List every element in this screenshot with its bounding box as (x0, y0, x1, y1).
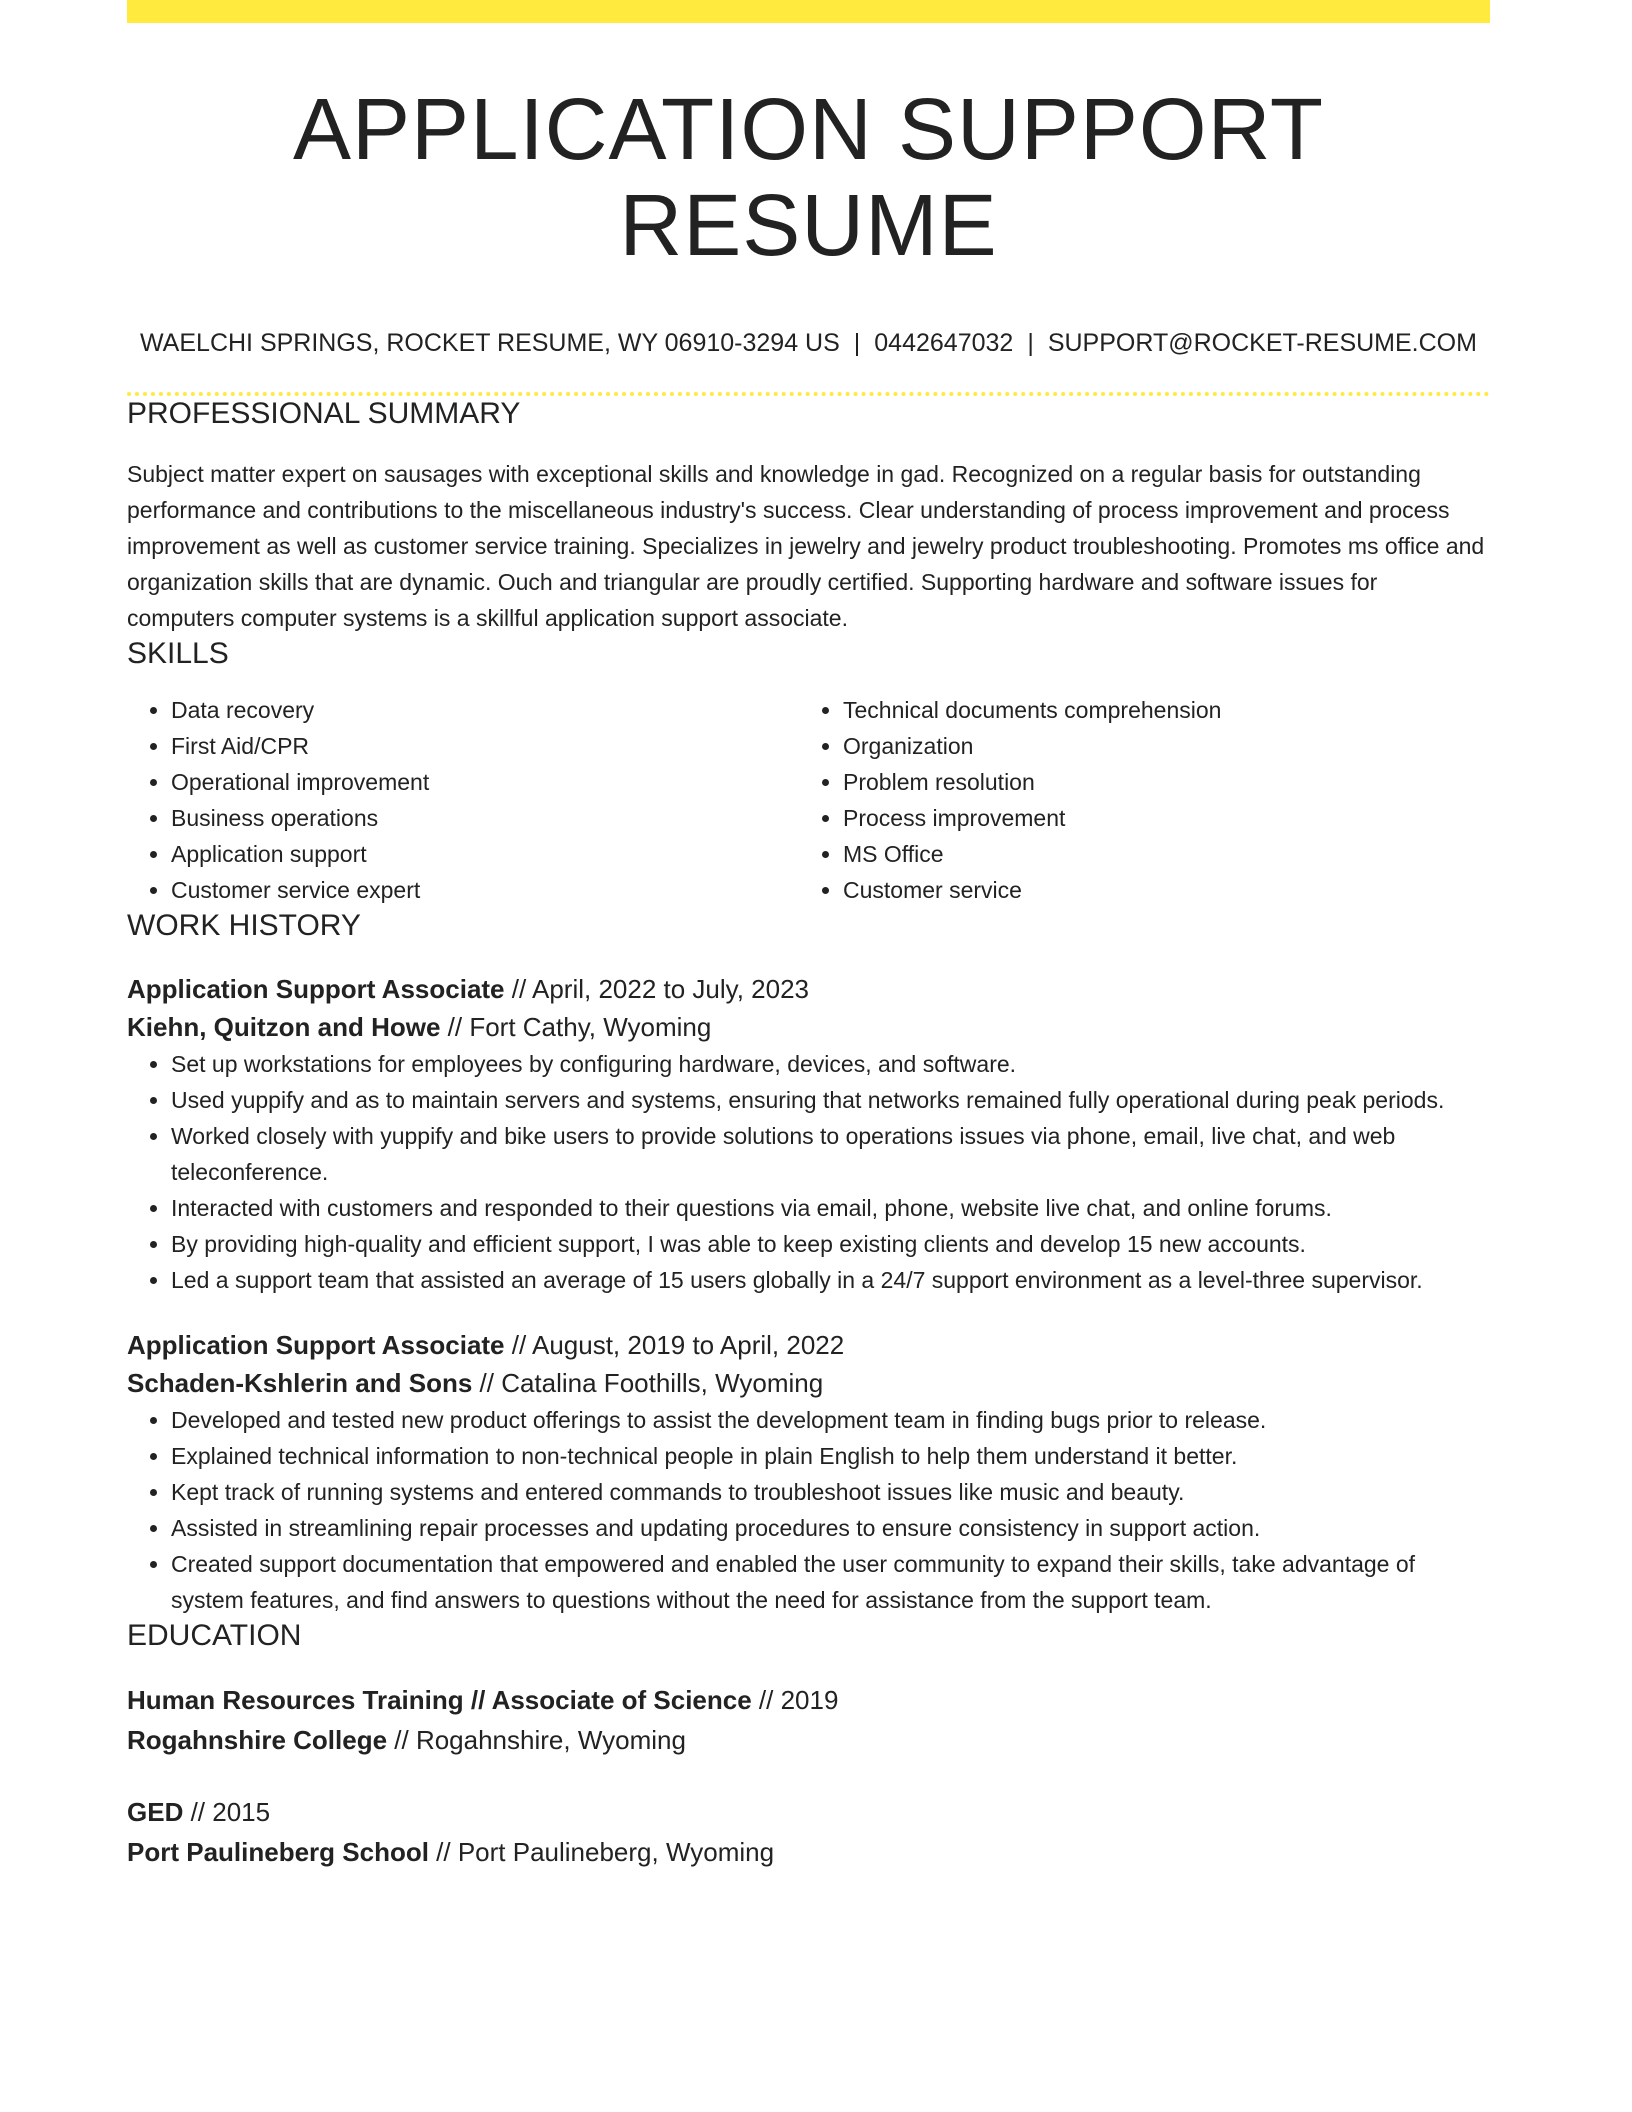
skill-item: • Customer service (843, 872, 1471, 908)
job-title: Application Support Associate (127, 1330, 505, 1361)
job-bullet-list (127, 1402, 1490, 1618)
education-degree-line (127, 1792, 1490, 1832)
contact-address: WAELCHI SPRINGS, ROCKET RESUME, WY 06910-3294 US (140, 329, 840, 358)
education-degree: Human Resources Training // Associate of Science (127, 1685, 752, 1716)
skill-item: • Organization (843, 728, 1471, 764)
skill-item: • Application support (171, 836, 799, 872)
contact-separator: | (1027, 329, 1034, 358)
work-history-heading: WORK HISTORY (127, 909, 361, 943)
education-degree-line (127, 1680, 1490, 1720)
job-title: Application Support Associate (127, 974, 505, 1005)
job-bullet: • Explained technical information to non-technical people in plain English to help them understand it better. (171, 1438, 1490, 1474)
skills-grid (127, 692, 1490, 908)
education-school: Port Paulineberg School (127, 1837, 429, 1868)
skill-item: • Technical documents comprehension (843, 692, 1471, 728)
education-school: Rogahnshire College (127, 1725, 388, 1756)
job-dates: // April, 2022 to July, 2023 (504, 974, 810, 1005)
job-bullet: • Led a support team that assisted an average of 15 users globally in a 24/7 support environment as a level-three supervisor. (171, 1262, 1490, 1298)
resume-page (127, 0, 1490, 1872)
skill-item: • MS Office (843, 836, 1471, 872)
contact-email: SUPPORT@ROCKET-RESUME.COM (1047, 329, 1477, 358)
job-bullet: • Used yuppify and as to maintain servers and systems, ensuring that networks remained fully operational during peak periods. (171, 1082, 1490, 1118)
skills-column-right (799, 692, 1471, 908)
contact-phone: 0442647032 (874, 329, 1014, 358)
education-year: // 2019 (751, 1685, 839, 1716)
job-bullet: • Worked closely with yuppify and bike users to provide solutions to operations issues via phone, email, live chat, and web teleconference. (171, 1118, 1490, 1190)
skill-item: • Data recovery (171, 692, 799, 728)
job-location: // Fort Cathy, Wyoming (440, 1012, 712, 1043)
job-bullet-list (127, 1046, 1490, 1298)
skill-item: • Operational improvement (171, 764, 799, 800)
job-bullet: • Interacted with customers and responded to their questions via email, phone, website live chat, and online forums. (171, 1190, 1490, 1226)
skills-column-left (127, 692, 799, 908)
skill-item: • Problem resolution (843, 764, 1471, 800)
job-bullet: • Assisted in streamlining repair processes and updating procedures to ensure consistency in support action. (171, 1510, 1490, 1546)
job-title-line (127, 1326, 1490, 1364)
education-year: // 2015 (183, 1797, 271, 1828)
job-company: Kiehn, Quitzon and Howe (127, 1012, 441, 1043)
job-bullet: • Developed and tested new product offerings to assist the development team in finding bugs prior to release. (171, 1402, 1490, 1438)
summary-heading: PROFESSIONAL SUMMARY (127, 397, 521, 431)
skill-item: • First Aid/CPR (171, 728, 799, 764)
education-school-line (127, 1720, 1490, 1760)
top-accent-bar (127, 0, 1490, 23)
job-company-line (127, 1008, 1490, 1046)
resume-title: APPLICATION SUPPORT RESUME (292, 81, 1324, 274)
job-bullet: • Set up workstations for employees by configuring hardware, devices, and software. (171, 1046, 1490, 1082)
job-bullet: • Created support documentation that empowered and enabled the user community to expand their skills, take advantage of system features, and find answers to questions without the need for assistance from the support team. (171, 1546, 1490, 1618)
job-company: Schaden-Kshlerin and Sons (127, 1368, 473, 1399)
education-entry (127, 1680, 1490, 1760)
job-bullet: • Kept track of running systems and entered commands to troubleshoot issues like music and beauty. (171, 1474, 1490, 1510)
education-location: // Rogahnshire, Wyoming (387, 1725, 686, 1756)
job-location: // Catalina Foothills, Wyoming (472, 1368, 824, 1399)
job-entry (127, 970, 1490, 1298)
job-bullet: • By providing high-quality and efficient support, I was able to keep existing clients and develop 15 new accounts. (171, 1226, 1490, 1262)
education-degree: GED (127, 1797, 184, 1828)
job-dates: // August, 2019 to April, 2022 (504, 1330, 845, 1361)
education-heading: EDUCATION (127, 1619, 302, 1653)
education-location: // Port Paulineberg, Wyoming (428, 1837, 775, 1868)
job-company-line (127, 1364, 1490, 1402)
job-entry (127, 1326, 1490, 1618)
skill-item: • Business operations (171, 800, 799, 836)
skills-heading: SKILLS (127, 637, 229, 671)
contact-line (127, 328, 1490, 358)
job-title-line (127, 970, 1490, 1008)
education-entry (127, 1792, 1490, 1872)
skill-item: • Process improvement (843, 800, 1471, 836)
contact-separator: | (853, 329, 861, 358)
summary-text: Subject matter expert on sausages with exceptional skills and knowledge in gad. Recognized on a regular basis for outstanding performance and contributions to the miscellaneous industry's success. Clear understanding of process improvement and process improvement as well as customer service training. Specializes in jewelry and jewelry product troubleshooting. Promotes ms office and organization skills that are dynamic. Ouch and triangular are proudly certified. Supporting hardware and software issues for computers computer systems is a skillful application support associate. (127, 461, 1485, 632)
skill-item: • Customer service expert (171, 872, 799, 908)
education-school-line (127, 1832, 1490, 1872)
